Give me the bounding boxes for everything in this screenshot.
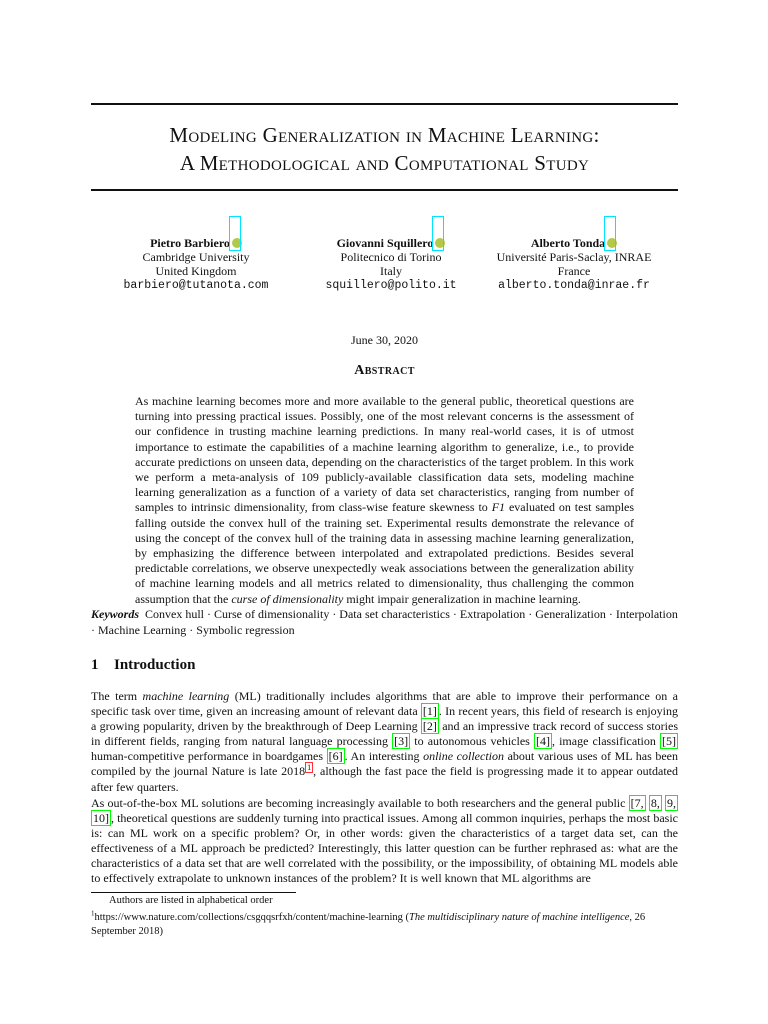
section-number: 1 <box>91 657 99 673</box>
orcid-icon[interactable] <box>232 238 242 248</box>
footnote-1: $^1$https://www.nature.com/collections/csgqqsrfxh/content/machine-learning (The multidisciplinary nature of machine intelligence, 26 September 2018) <box>91 909 646 937</box>
section-heading <box>91 657 195 674</box>
paper-date: June 30, 2020 <box>351 333 418 347</box>
author-email[interactable]: squillero@polito.it <box>325 279 457 292</box>
citation-link[interactable]: 9, <box>667 796 677 810</box>
abstract-heading: Abstract <box>354 363 415 378</box>
citation-link[interactable]: [6] <box>328 749 343 764</box>
citation-link[interactable]: [3] <box>394 734 409 749</box>
author-name: Alberto Tonda <box>530 236 606 250</box>
citation-link[interactable]: [7, <box>630 796 644 810</box>
intro-paragraph-2: As out-of-the-box ML solutions are becoming increasingly available to both researchers and the general public [7, 8, 9, 10] , theoretical questions are suddenly turning into practical issues. Among all common inquiries, perhaps the most basic is: can ML work on a specific problem? Or, in other words: given the characteristics of a target data set, can the effectiveness of a ML approach be predicted? Interestingly, this latter question can be further rephrased as: what are the characteristics of a data set that are well correlated with the possibility, or the impossibility, of obtaining ML models able to effectively extrapolate to unknown instances of the problem? It is well known that ML algorithms are <box>91 796 678 886</box>
author-affiliation: Politecnico di Torino <box>340 250 442 264</box>
author-email[interactable]: barbiero@tutanota.com <box>123 279 269 292</box>
orcid-icon[interactable] <box>607 238 617 248</box>
citation-link[interactable]: [1] <box>422 704 437 719</box>
citation-link[interactable]: [2] <box>422 719 437 734</box>
citation-link[interactable]: [5] <box>662 734 677 749</box>
author-1 <box>91 236 301 293</box>
citation-link[interactable]: 10] <box>93 811 109 826</box>
keywords-text: Convex hull · Curse of dimensionality · Data set characteristics · Extrapolation · Generalization · Interpolation · Machine Learning · Symbolic regression <box>91 607 678 637</box>
footnotes <box>91 894 678 938</box>
paper-title <box>91 121 678 177</box>
footnote-rule <box>91 892 296 893</box>
orcid-icon[interactable] <box>435 238 445 248</box>
author-3 <box>469 236 679 293</box>
author-name: Giovanni Squillero <box>336 236 434 250</box>
footnote-link[interactable]: 1 <box>307 763 312 773</box>
footnote-mark: 1 <box>91 909 95 918</box>
author-affiliation: Université Paris-Saclay, INRAE <box>496 250 652 264</box>
citation-link[interactable]: [4] <box>535 734 550 749</box>
author-affiliation: Cambridge University <box>142 250 250 264</box>
author-2 <box>286 236 496 293</box>
title-line-1: Modeling Generalization in Machine Learning: <box>169 123 600 147</box>
author-name: Pietro Barbiero <box>150 236 230 250</box>
keywords-label: Keywords <box>91 607 139 621</box>
author-country: United Kingdom <box>155 264 237 278</box>
author-email[interactable]: alberto.tonda@inrae.fr <box>498 279 650 292</box>
footnote-url[interactable]: https://www.nature.com/collections/csgqqsrfxh/content/machine-learning ( <box>94 912 410 923</box>
abstract-text: As machine learning becomes more and more available to the general public, theoretical questions are turning into pressing practical issues. Possibly, one of the most relevant concerns is the assessment of our confidence in trusting machine learning predictions. In many real-world cases, it is of utmost importance to estimate the capabilities of a machine learning algorithm to generalize, i.e., to provide accurate predictions on unseen data, depending on the characteristics of the target problem. In this work we perform a meta-analysis of 109 publicly-available classification data sets, modeling machine learning generalization as a function of a variety of data set characteristics, ranging from number of samples to intrinsic dimensionality, from class-wise feature skewness to F1 evaluated on test samples falling outside the convex hull of the training set. Experimental results demonstrate the relevance of using the concept of the convex hull of the training data in assessing machine learning generalization, by emphasizing the difference between interpolated and extrapolated predictions. Besides several predictable correlations, we observe unexpectedly weak associations between the generalization ability of machine learning models and all metrics related to dimensionality, thus challenging the common assumption that the curse of dimensionality might impair generalization in machine learning. <box>135 394 635 606</box>
author-country: France <box>557 264 591 278</box>
footnote-authors: Authors are listed in alphabetical order <box>109 895 273 906</box>
title-line-2: A Methodological and Computational Study <box>179 151 590 175</box>
title-bottom-rule <box>91 189 678 191</box>
keywords <box>91 607 678 638</box>
title-top-rule <box>91 103 678 105</box>
author-country: Italy <box>380 264 402 278</box>
intro-paragraph-1: The term machine learning (ML) traditionally includes algorithms that are able to improve their performance on a specific task over time, given an increasing amount of relevant data [1] . In recent years, this field of research is enjoying a growing popularity, driven by the breakthrough of Deep Learning [2] and an impressive track record of success stories in different fields, ranging from natural language processing [3] to autonomous vehicles [4] , image classification [5] human-competitive performance in boardgames [6] . An interesting online collection about various uses of ML has been compiled by the journal Nature is late 2018 $^1$ , although the fast pace the field is progressing made it to appear outdated after few quarters. <box>91 689 678 794</box>
citation-link[interactable]: 8, <box>650 796 660 810</box>
f1-symbol: F1 <box>491 500 506 515</box>
section-title: Introduction <box>114 657 196 673</box>
curse-term: curse of dimensionality <box>231 591 344 606</box>
